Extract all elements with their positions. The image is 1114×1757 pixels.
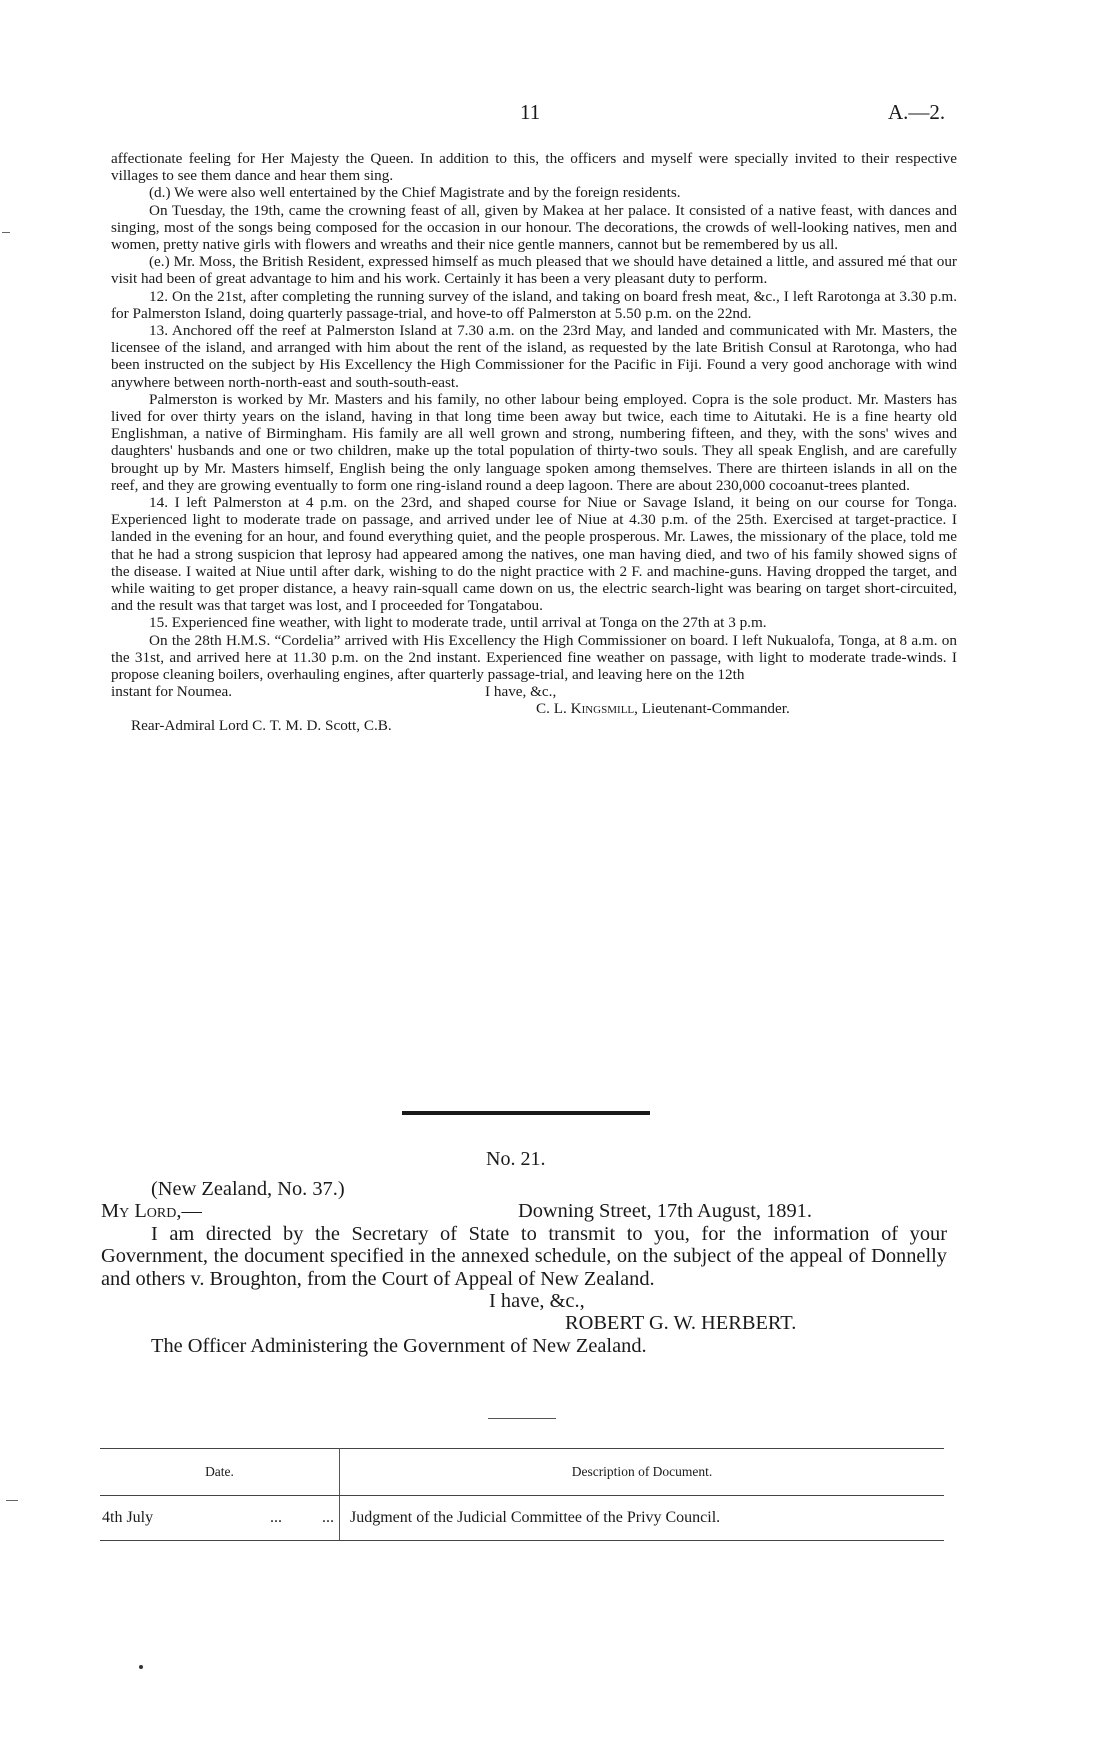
margin-dot xyxy=(139,1665,143,1669)
letter-body xyxy=(111,150,957,734)
schedule-date: 4th July xyxy=(102,1509,154,1526)
signature-name: Kingsmill, xyxy=(570,700,638,718)
margin-mark xyxy=(6,1500,18,1501)
schedule-header-date: Date. xyxy=(100,1449,340,1496)
dispatch-addressee: The Officer Administering the Government of New Zealand. xyxy=(151,1334,647,1357)
dispatch-reference-line xyxy=(101,1178,947,1200)
letter-closing: I have, &c., xyxy=(485,683,557,701)
schedule-table xyxy=(100,1448,944,1541)
section-divider xyxy=(402,1111,650,1115)
letter-addressee: Rear-Admiral Lord C. T. M. D. Scott, C.B. xyxy=(131,717,392,735)
document-heading: No. 21. xyxy=(486,1148,546,1170)
dispatch-paragraph: I am directed by the Secretary of State to transmit to you, for the information of your Government, the document specified in the annexed schedule, on the subject of the appeal of Donnelly and others v. Broughton, from the Court of Appeal of New Zealand. xyxy=(101,1222,947,1290)
page-reference: A.—2. xyxy=(888,100,946,124)
dispatch-salutation-line xyxy=(101,1200,947,1222)
letter-signature xyxy=(536,700,790,717)
dispatch-body xyxy=(101,1223,947,1290)
dispatch-addressee-line xyxy=(101,1335,947,1357)
margin-mark xyxy=(2,232,10,233)
short-divider xyxy=(488,1418,556,1419)
dispatch-signature-line xyxy=(101,1312,947,1334)
schedule-leaders: ... ... xyxy=(270,1509,334,1526)
letter-paragraph: On Tuesday, the 19th, came the crowning feast of all, given by Makea at her palace. It consisted of a native feast, with dances and singing, most of the songs being composed for the occasion in our honour. The decorations, the crowds of well-looking natives, men and women, pretty native girls with flowers and wreaths and their nice gentle manners, cannot but be remembered by us all. xyxy=(111,201,957,254)
dispatch xyxy=(101,1178,947,1357)
dispatch-reference: (New Zealand, No. 37.) xyxy=(151,1178,345,1200)
schedule-cell-description: Judgment of the Judicial Committee of the Privy Council. xyxy=(340,1496,945,1541)
signature-initials: C. L. xyxy=(536,700,567,718)
signature-rank: Lieutenant-Commander. xyxy=(641,700,790,718)
letter-paragraph: On the 28th H.M.S. “Cordelia” arrived with His Excellency the High Commissioner on board. I left Nukualofa, Tonga, at 8 a.m. on the 31st, and arrived here at 11.30 p.m. on the 2nd instant. Experienced fine weather on passage, with light to moderate trade-winds. I propose cleaning boilers, overhauling engines, after quarterly passage-trial, and leaving here on the 12th xyxy=(111,631,957,684)
page-number: 11 xyxy=(520,100,541,124)
dispatch-closing-line xyxy=(101,1290,947,1312)
letter-paragraph: (d.) We were also well entertained by the Chief Magistrate and by the foreign residents. xyxy=(149,184,681,202)
dispatch-closing: I have, &c., xyxy=(489,1290,585,1312)
letter-paragraph: 12. On the 21st, after completing the running survey of the island, and taking on board fresh meat, &c., I left Rarotonga at 3.30 p.m. for Palmerston Island, doing quarterly passage-trial, and hove-to off Palmerston at 5.50 p.m. on the 22nd. xyxy=(111,287,957,322)
letter-paragraph: 14. I left Palmerston at 4 p.m. on the 23rd, and shaped course for Niue or Savage Island, it being on our course for Tonga. Experienced light to moderate trade on passage, and arrived under lee of Niue at 4.30 p.m. of the 25th. Exercised at target-practice. I landed in the evening for an hour, and found everything quiet, and the people prosperous. Mr. Lawes, the missionary of the place, told me that he had a strong suspicion that leprosy had appeared among the natives, one man having died, and two of his family showed signs of the disease. I waited at Niue until after dark, wishing to do the night practice with 2 F. and machine-guns. Having dropped the target, and while waiting to get proper distance, a heavy rain-squall came down on us, the electric search-light was bearing on target short-circuited, and the result was that target was lost, and I proceeded for Tongatabou. xyxy=(111,494,957,615)
letter-addressee-row xyxy=(111,717,957,734)
dispatch-salutation: My Lord,— xyxy=(101,1200,202,1223)
letter-paragraph: affectionate feeling for Her Majesty the Queen. In addition to this, the officers and myself were specially invited to their respective villages to see them dance and hear them sing. xyxy=(111,150,957,185)
table-row xyxy=(100,1496,944,1541)
dispatch-place-date: Downing Street, 17th August, 1891. xyxy=(518,1200,812,1223)
letter-closing-row xyxy=(111,683,957,700)
dispatch-signature: ROBERT G. W. HERBERT. xyxy=(565,1312,797,1335)
letter-paragraph: 13. Anchored off the reef at Palmerston Island at 7.30 a.m. on the 23rd May, and landed and communicated with Mr. Masters, the licensee of the island, and arranged with him about the rent of the island, as requested by the late British Consul at Rarotonga, who had been instructed on the subject by His Excellency the High Commissioner for the Pacific in Fiji. Found a very good anchorage with wind anywhere between north-north-east and south-south-east. xyxy=(111,322,957,391)
schedule-cell-date xyxy=(100,1496,340,1541)
letter-signature-row xyxy=(111,700,957,717)
letter-paragraph: Palmerston is worked by Mr. Masters and his family, no other labour being employed. Copra is the sole product. Mr. Masters has lived for over thirty years on the island, having in that long time been away but twice, each time to Aitutaki. He is a fine hearty old Englishman, a native of Birmingham. His family are all well grown and strong, numbering fifteen, and they, with the sons' wives and daughters' husbands and one or two children, make up the total population of thirty-two souls. They all speak English, and are carefully brought up by Mr. Masters himself, English being the only language spoken among themselves. There are thirteen islands in all on the reef, and they are growing eventually to form one ring-island round a deep lagoon. There are about 230,000 cocoanut-trees planted. xyxy=(111,390,957,494)
letter-paragraph: (e.) Mr. Moss, the British Resident, expressed himself as much pleased that we should have detained a little, and assured mé that our visit had been of great advantage to him and his work. Certainly it has been a very pleasant duty to perform. xyxy=(111,253,957,288)
letter-paragraph: 15. Experienced fine weather, with light to moderate trade, until arrival at Tonga on the 27th at 3 p.m. xyxy=(149,614,767,632)
letter-closing-left: instant for Noumea. xyxy=(111,683,233,701)
schedule-header-description: Description of Document. xyxy=(340,1449,945,1496)
schedule-header-row xyxy=(100,1449,944,1496)
